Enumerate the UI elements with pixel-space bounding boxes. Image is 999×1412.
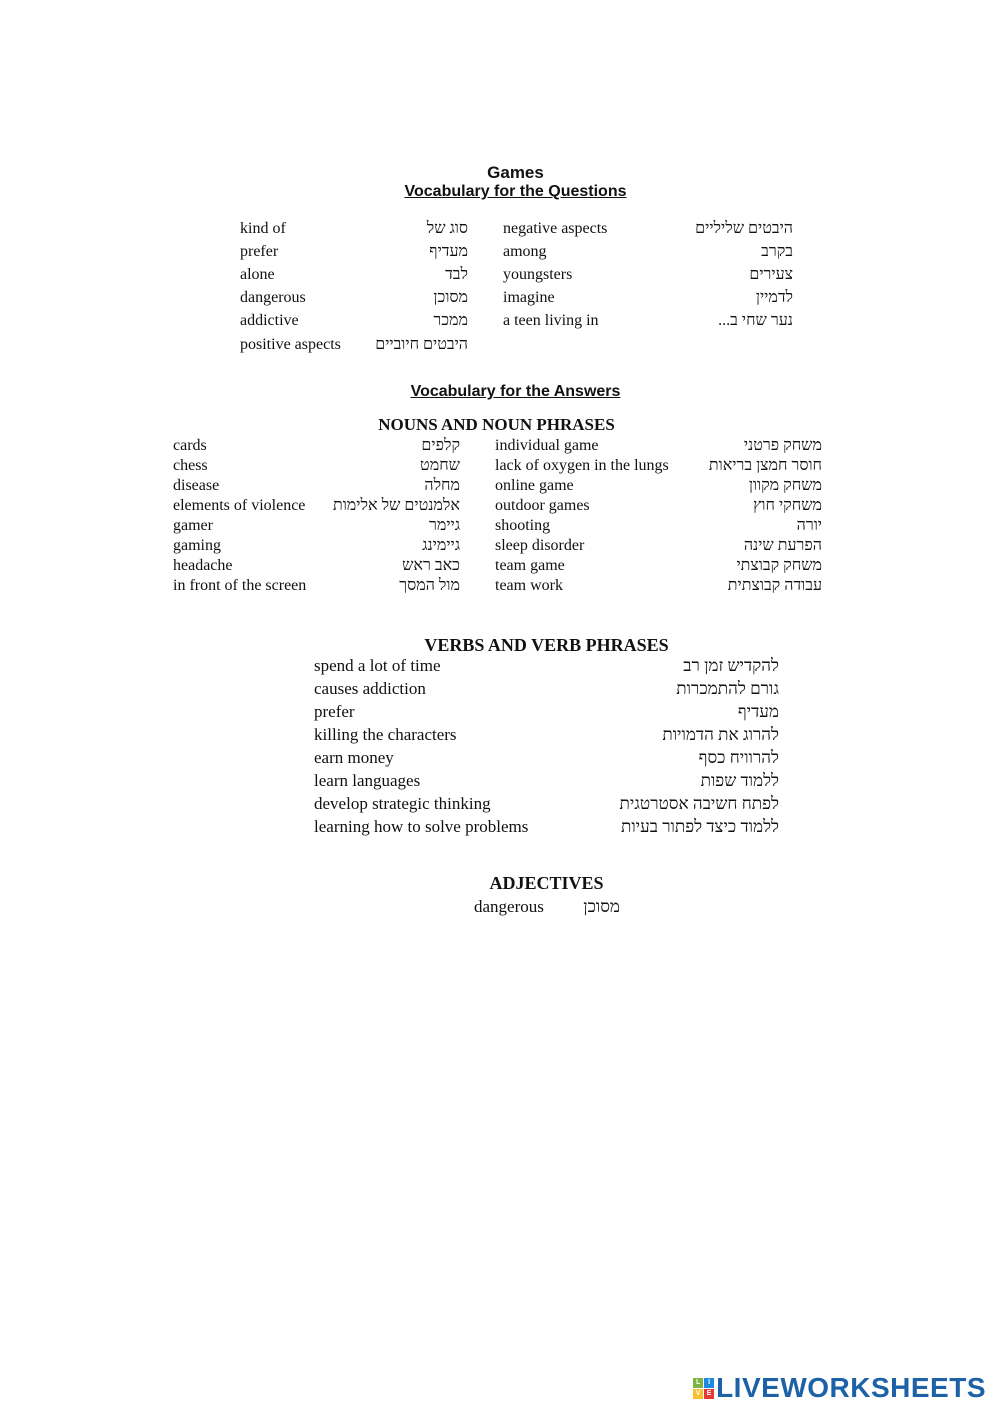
vocab-en: dangerous — [240, 289, 306, 306]
table-row — [0, 771, 999, 793]
vocab-en: kind of — [240, 220, 286, 237]
vocab-en: chess — [173, 457, 208, 474]
vocab-he: משחק מקוון — [748, 477, 822, 494]
vocab-en: killing the characters — [314, 725, 457, 744]
vocab-he: משחק פרטני — [743, 437, 822, 454]
table-row — [0, 266, 999, 288]
vocab-en: positive aspects — [240, 336, 341, 353]
vocab-he: ללמוד כיצד לפתור בעיות — [620, 817, 779, 836]
logo-icon-letter: V — [693, 1389, 703, 1399]
vocab-he: מעדיף — [737, 702, 779, 721]
table-row — [0, 477, 999, 499]
table-row — [0, 220, 999, 242]
table-row — [0, 336, 999, 358]
table-row — [0, 577, 999, 599]
vocab-en: dangerous — [474, 897, 544, 916]
vocab-en: causes addiction — [314, 679, 426, 698]
vocab-he: אלמנטים של אלימות — [332, 497, 460, 514]
logo-icon-letter: I — [704, 1378, 714, 1388]
vocab-en: develop strategic thinking — [314, 794, 491, 813]
vocab-en: headache — [173, 557, 233, 574]
vocab-en: gaming — [173, 537, 221, 554]
vocab-en: addictive — [240, 312, 299, 329]
vocab-he: גורם להתמכרות — [676, 679, 779, 698]
table-row — [0, 437, 999, 459]
vocab-he: להרוג את הדמויות — [662, 725, 779, 744]
table-row — [0, 794, 999, 816]
questions-heading: Vocabulary for the Questions — [404, 183, 627, 200]
vocab-he: סוג של — [426, 220, 468, 237]
vocab-en: youngsters — [503, 266, 573, 283]
vocab-en: shooting — [495, 517, 551, 534]
table-row — [0, 817, 999, 839]
vocab-he: מסוכן — [583, 897, 620, 916]
vocab-en: learn languages — [314, 771, 421, 790]
logo-icon-letter: E — [704, 1389, 714, 1399]
vocab-he: חוסר חמצן בריאות — [708, 457, 822, 474]
table-row — [0, 243, 999, 265]
vocab-he: נער שחי ב... — [718, 312, 793, 329]
table-row — [0, 748, 999, 770]
vocab-en: sleep disorder — [495, 537, 585, 554]
vocab-he: היבטים שליליים — [695, 220, 793, 237]
table-row — [0, 656, 999, 678]
vocab-en: among — [503, 243, 547, 260]
vocab-en: team work — [495, 577, 563, 594]
vocab-he: בקרב — [761, 243, 793, 260]
vocab-he: להרוויח כסף — [698, 748, 779, 767]
table-row — [0, 312, 999, 334]
vocab-en: cards — [173, 437, 207, 454]
table-row — [0, 289, 999, 311]
vocab-en: prefer — [240, 243, 279, 260]
vocab-en: negative aspects — [503, 220, 608, 237]
vocab-en: outdoor games — [495, 497, 590, 514]
vocab-en: disease — [173, 477, 220, 494]
verbs-heading: VERBS AND VERB PHRASES — [424, 635, 669, 655]
table-row — [0, 897, 999, 919]
vocab-he: מחלה — [424, 477, 460, 494]
answers-heading: Vocabulary for the Answers — [410, 383, 621, 400]
vocab-en: learning how to solve problems — [314, 817, 529, 836]
vocab-en: alone — [240, 266, 275, 283]
table-row — [0, 557, 999, 579]
vocab-he: הפרעת שינה — [743, 537, 822, 554]
liveworksheets-logo-icon — [693, 1378, 714, 1399]
table-row — [0, 517, 999, 539]
nouns-heading: NOUNS AND NOUN PHRASES — [378, 415, 615, 434]
vocab-he: שחמט — [420, 457, 460, 474]
vocab-en: prefer — [314, 702, 355, 721]
vocab-he: מול המסך — [399, 577, 460, 594]
page-title: Games — [487, 163, 544, 182]
adjectives-heading: ADJECTIVES — [489, 873, 604, 893]
vocab-he: עבודה קבוצתית — [727, 577, 822, 594]
vocab-en: elements of violence — [173, 497, 306, 514]
vocab-en: earn money — [314, 748, 394, 767]
vocab-he: ללמוד שפות — [700, 771, 779, 790]
vocab-he: קלפים — [421, 437, 460, 454]
vocab-he: לבד — [445, 266, 468, 283]
vocab-he: מעדיף — [429, 243, 468, 260]
table-row — [0, 497, 999, 519]
vocab-he: להקדיש זמן רב — [683, 656, 779, 675]
table-row — [0, 679, 999, 701]
logo-icon-letter: L — [693, 1378, 703, 1388]
vocab-en: online game — [495, 477, 574, 494]
liveworksheets-logo[interactable] — [693, 1374, 986, 1402]
vocab-he: מסוכן — [433, 289, 468, 306]
vocab-en: in front of the screen — [173, 577, 307, 594]
vocab-en: individual game — [495, 437, 599, 454]
vocab-en: gamer — [173, 517, 213, 534]
table-row — [0, 702, 999, 724]
vocab-he: משחק קבוצתי — [736, 557, 822, 574]
vocab-en: a teen living in — [503, 312, 599, 329]
vocab-he: לפתח חשיבה אסטרטגית — [619, 794, 779, 813]
table-row — [0, 725, 999, 747]
logo-text: LIVEWORKSHEETS — [716, 1372, 986, 1403]
vocab-he: כאב ראש — [402, 557, 460, 574]
vocab-en: team game — [495, 557, 565, 574]
vocab-he: משחקי חוץ — [753, 497, 822, 514]
vocab-en: imagine — [503, 289, 555, 306]
vocab-he: יורה — [796, 517, 822, 534]
vocab-he: היבטים חיוביים — [375, 336, 468, 353]
vocab-he: גיימינג — [422, 537, 460, 554]
vocab-en: lack of oxygen in the lungs — [495, 457, 669, 474]
vocab-he: לדמיין — [755, 289, 793, 306]
table-row — [0, 537, 999, 559]
vocab-he: גיימר — [428, 517, 460, 534]
vocab-he: צעירים — [749, 266, 793, 283]
table-row — [0, 457, 999, 479]
vocab-en: spend a lot of time — [314, 656, 441, 675]
vocab-he: ממכר — [433, 312, 468, 329]
